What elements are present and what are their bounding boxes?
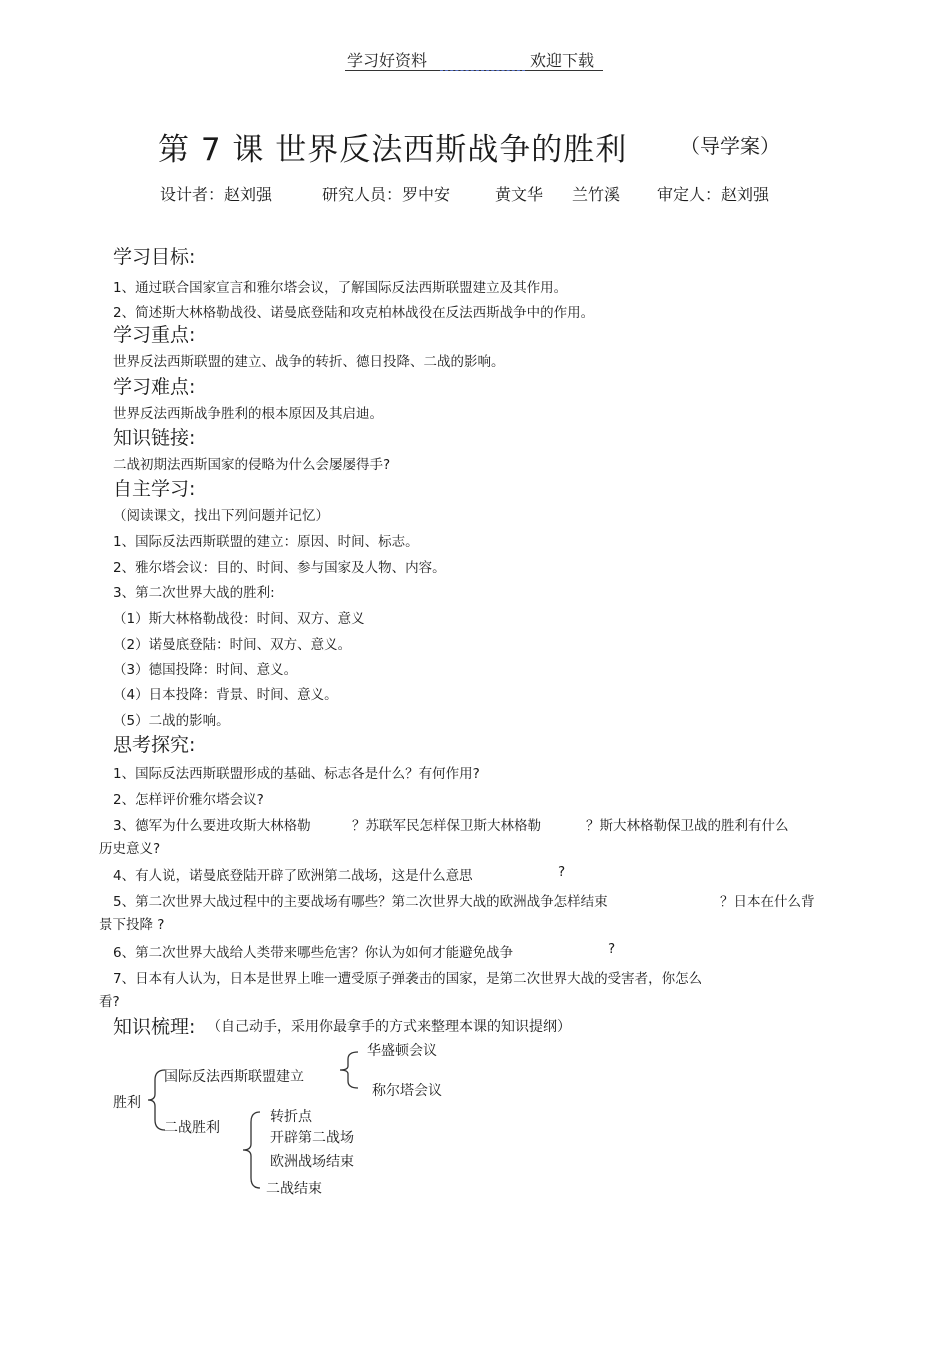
page-title: 第 7 课 世界反法西斯战争的胜利 — [158, 132, 628, 168]
header-left: 学习好资料 — [347, 51, 428, 70]
explore-question: ？日本在什么背 — [720, 894, 815, 910]
self-study-item: （2）诺曼底登陆：时间、双方、意义。 — [113, 637, 352, 653]
explore-question: 看? — [99, 994, 120, 1010]
explore-question: 景下投降 ? — [99, 917, 165, 933]
self-study-item: （3）德国投降：时间、意义。 — [113, 662, 298, 678]
explore-heading: 思考探究: — [113, 734, 196, 756]
tree-branch-1-brace — [336, 1050, 360, 1090]
tree-leaf: 华盛顿会议 — [367, 1043, 437, 1059]
explore-question: ？苏联军民怎样保卫斯大林格勒 — [352, 818, 541, 834]
header-right: 欢迎下载 — [530, 51, 595, 70]
tree-leaf: 开辟第二战场 — [270, 1130, 354, 1146]
goal-item: 1、通过联合国家宣言和雅尔塔会议，了解国际反法西斯联盟建立及其作用。 — [113, 280, 568, 296]
explore-question: 2、怎样评价雅尔塔会议? — [113, 792, 264, 808]
summary-note: （自己动手，采用你最拿手的方式来整理本课的知识提纲） — [207, 1019, 571, 1035]
explore-question: 4、有人说，诺曼底登陆开辟了欧洲第二战场，这是什么意思 — [113, 868, 473, 884]
tree-branch-2: 二战胜利 — [164, 1120, 220, 1136]
self-study-item: （4）日本投降：背景、时间、意义。 — [113, 687, 338, 703]
self-study-item: 1、国际反法西斯联盟的建立：原因、时间、标志。 — [113, 534, 419, 550]
summary-heading: 知识梳理: — [113, 1016, 196, 1038]
self-study-item: （5）二战的影响。 — [113, 713, 230, 729]
explore-question: 7、日本有人认为，日本是世界上唯一遭受原子弹袭击的国家，是第二次世界大战的受害者，你怎么 — [113, 971, 703, 987]
goals-heading: 学习目标: — [113, 246, 196, 268]
explore-question: 6、第二次世界大战给人类带来哪些危害？你认为如何才能避免战争 — [113, 945, 514, 961]
designer: 设计者：赵刘强 — [160, 185, 273, 204]
title-suffix: （导学案） — [680, 134, 780, 158]
explore-question: 3、德军为什么要进攻斯大林格勒 — [113, 818, 311, 834]
difficulties-text: 世界反法西斯战争胜利的根本原因及其启迪。 — [113, 406, 383, 422]
tree-branch-2-brace — [240, 1110, 264, 1190]
explore-question: 5、第二次世界大战过程中的主要战场有哪些？第二次世界大战的欧洲战争怎样结束 — [113, 894, 608, 910]
researchers: 研究人员：罗中安 — [322, 185, 451, 204]
self-study-item: 3、第二次世界大战的胜利: — [113, 585, 275, 601]
explore-question: 1、国际反法西斯联盟形成的基础、标志各是什么？有何作用? — [113, 766, 480, 782]
goal-item: 2、简述斯大林格勒战役、诺曼底登陆和攻克柏林战役在反法西斯战争中的作用。 — [113, 305, 595, 321]
difficulties-heading: 学习难点: — [113, 376, 196, 398]
explore-question: ？斯大林格勒保卫战的胜利有什么 — [586, 818, 789, 834]
tree-branch-1: 国际反法西斯联盟建立 — [164, 1069, 304, 1085]
key-points-heading: 学习重点: — [113, 324, 196, 346]
researcher-2: 黄文华 — [495, 185, 544, 204]
explore-question: ? — [608, 941, 616, 957]
researcher-3: 兰竹溪 — [572, 185, 621, 204]
explore-question: ? — [558, 864, 566, 880]
key-points-text: 世界反法西斯联盟的建立、战争的转折、德日投降、二战的影响。 — [113, 354, 505, 370]
self-study-item: （1）斯大林格勒战役：时间、双方、意义 — [113, 611, 365, 627]
reviewer: 审定人：赵刘强 — [657, 185, 770, 204]
tree-leaf: 称尔塔会议 — [372, 1083, 442, 1099]
tree-leaf: 二战结束 — [266, 1181, 322, 1197]
tree-root: 胜利 — [113, 1095, 141, 1111]
explore-question: 历史意义? — [99, 841, 161, 857]
header-dashed-line — [440, 70, 525, 71]
self-study-heading: 自主学习: — [113, 478, 196, 500]
self-study-item: （阅读课文，找出下列问题并记忆） — [113, 508, 329, 524]
self-study-item: 2、雅尔塔会议：目的、时间、参与国家及人物、内容。 — [113, 560, 446, 576]
knowledge-link-heading: 知识链接: — [113, 427, 196, 449]
tree-leaf: 转折点 — [270, 1109, 312, 1125]
knowledge-link-text: 二战初期法西斯国家的侵略为什么会屡屡得手? — [113, 457, 391, 473]
tree-leaf: 欧洲战场结束 — [270, 1154, 354, 1170]
